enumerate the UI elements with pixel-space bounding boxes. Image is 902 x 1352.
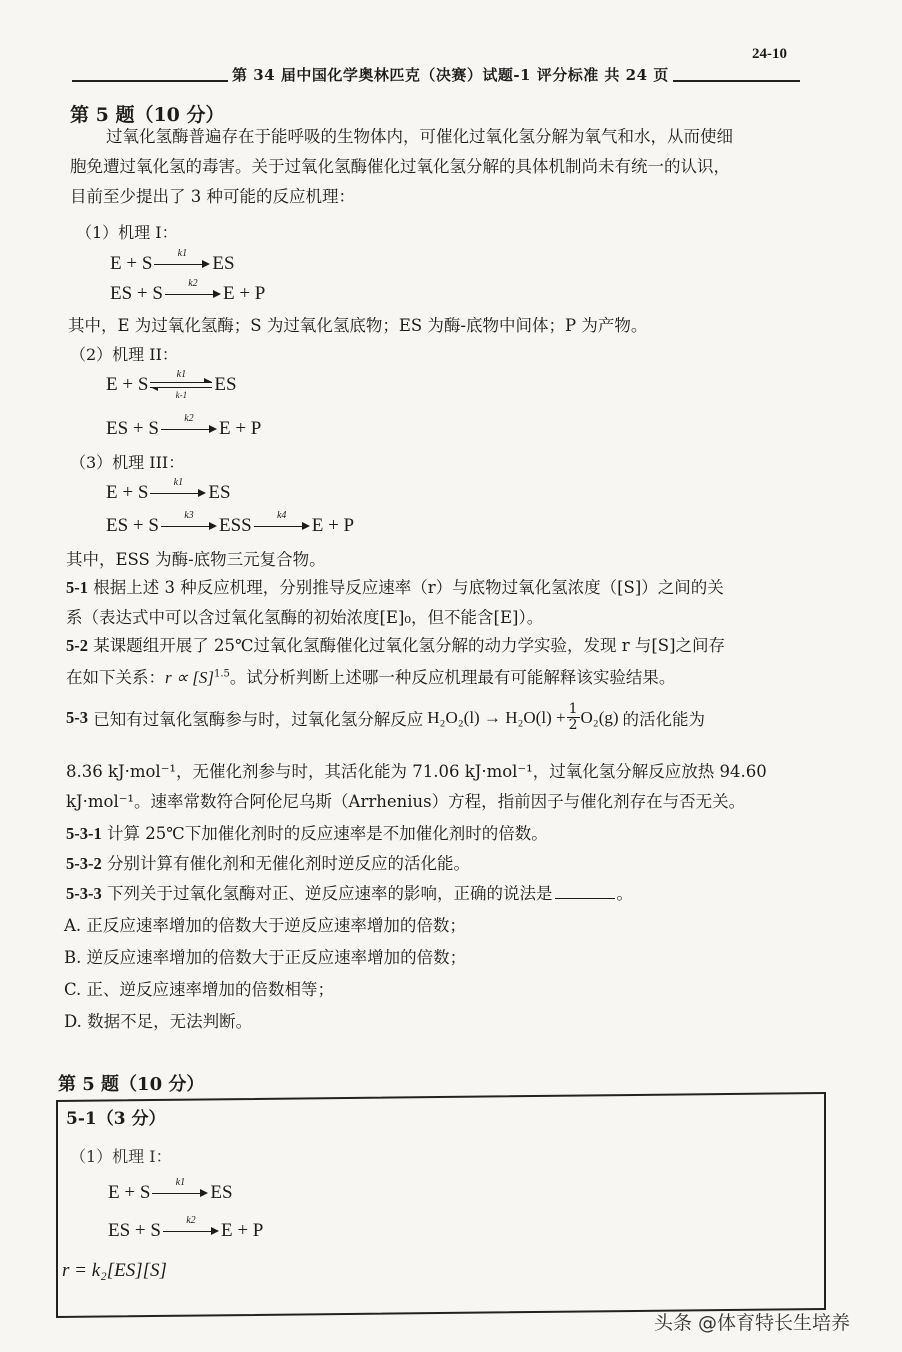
header-title: 第 34 届中国化学奥林匹克（决赛）试题-1 评分标准 共 24 页: [228, 64, 673, 85]
question-intro: [70, 122, 800, 212]
eq-left: ES + S: [106, 418, 159, 439]
reaction-arrow-icon: [165, 278, 221, 301]
forward-rate-constant: k1: [176, 369, 187, 380]
answer-section-label: 5-1（3 分）: [66, 1109, 166, 1129]
answer-mechanism-label: （1）机理 I：: [70, 1147, 172, 1166]
equilibrium-arrow-icon: [150, 369, 212, 400]
reverse-rate-constant: k-1: [175, 390, 188, 400]
subquestion-number: 5-1: [66, 578, 88, 597]
eq-right: ES: [210, 1182, 233, 1203]
text: 在如下关系：: [66, 668, 165, 687]
reaction-arrow-icon: [163, 1215, 219, 1238]
mechanism-1-note: 其中，E 为过氧化氢酶；S 为过氧化氢底物；ES 为酶-底物中间体；P 为产物。: [68, 316, 648, 335]
option-letter: D.: [64, 1012, 82, 1031]
fraction-half: [567, 702, 580, 733]
mechanism-3-label: （3）机理 III：: [70, 453, 185, 472]
rate-constant: k1: [177, 248, 188, 259]
subquestion-5-1: [66, 574, 724, 598]
mechanism-1-equation-1: [110, 248, 235, 275]
answer-box: [56, 1092, 826, 1318]
answer-equation-1: [108, 1177, 233, 1204]
eq-left: ES + S: [108, 1220, 161, 1241]
answer-equation-2: [108, 1215, 264, 1242]
subquestion-text: 分别计算有催化剂和无催化剂时逆反应的活化能。: [107, 854, 470, 873]
text: 。试分析判断上述哪一种反应机理最有可能解释该实验结果。: [229, 668, 676, 687]
subquestion-5-3-line3: kJ·mol⁻¹。速率常数符合阿伦尼乌斯（Arrhenius）方程，指前因子与催化剂存在与否无关。: [66, 792, 746, 811]
subquestion-number: 5-3: [66, 707, 88, 727]
eq-right: ES: [212, 253, 235, 274]
option-letter: A.: [64, 916, 82, 935]
reaction-arrow-icon: [150, 477, 206, 500]
mechanism-3-equation-2: [106, 510, 355, 537]
eq-left: E + S: [106, 374, 149, 395]
option-letter: C.: [64, 980, 82, 999]
answer-blank: [555, 897, 615, 899]
option-text: 正、逆反应速率增加的倍数相等；: [86, 980, 335, 999]
subquestion-text: 下列关于过氧化氢酶对正、逆反应速率的影响，正确的说法是: [107, 884, 553, 903]
rate-constant: k1: [175, 1177, 186, 1188]
rate-constant: k1: [173, 477, 184, 488]
watermark: 头条 @体育特长生培养: [654, 1312, 851, 1334]
subquestion-text: 某课题组开展了 25℃过氧化氢酶催化过氧化氢分解的动力学实验，发现 r 与[S]之间存: [93, 636, 726, 655]
answer-title: 第 5 题（10 分）: [58, 1074, 205, 1095]
eq-right: E + P: [220, 1220, 264, 1241]
page-number: 24-10: [752, 46, 787, 62]
eq-right: ES: [214, 374, 237, 395]
eq-right: ES: [208, 482, 231, 503]
subquestion-text: 根据上述 3 种反应机理，分别推导反应速率（r）与底物过氧化氢浓度（[S]）之间的关: [93, 578, 724, 597]
option-letter: B.: [64, 948, 82, 967]
rate-constant: k2: [186, 1215, 196, 1226]
option-d: [64, 1008, 252, 1032]
subquestion-text: 计算 25℃下加催化剂时的反应速率是不加催化剂时的倍数。: [107, 824, 548, 843]
rate-constant: k4: [276, 510, 287, 521]
eq-left: E + S: [106, 482, 149, 503]
eq-left: E + S: [108, 1182, 151, 1203]
subquestion-5-3-2: [66, 850, 470, 874]
subquestion-text: 已知有过氧化氢酶参与时，过氧化氢分解反应: [93, 709, 424, 729]
reaction-arrow-icon: [152, 1177, 208, 1200]
numerator: 1: [568, 701, 578, 717]
option-text: 正反应速率增加的倍数大于逆反应速率增加的倍数；: [86, 916, 466, 935]
intro-line: 目前至少提出了 3 种可能的反应机理：: [70, 187, 355, 206]
reaction-product: O₂(g): [580, 707, 619, 727]
mechanism-2-equation-1: [106, 369, 237, 400]
option-text: 逆反应速率增加的倍数大于正反应速率增加的倍数；: [86, 948, 467, 967]
mechanism-2-equation-2: [106, 413, 262, 440]
intro-line: 过氧化氢酶普遍存在于能呼吸的生物体内，可催化过氧化氢分解为氧气和水，从而使细: [106, 127, 733, 146]
subquestion-5-3-1: [66, 820, 548, 844]
eq-left: ES + S: [110, 283, 163, 304]
rate-relation: r ∝ [S]: [165, 668, 214, 687]
option-text: 数据不足，无法判断。: [87, 1012, 253, 1031]
option-a: [64, 912, 466, 936]
eq-left: E + S: [110, 253, 153, 274]
eq-right: E + P: [311, 515, 355, 536]
eq-right: E + P: [218, 418, 262, 439]
reaction-arrow-icon: [254, 510, 310, 533]
eq-intermediate: ESS: [218, 515, 252, 536]
subquestion-5-3: [66, 702, 705, 733]
mechanism-1-equation-2: [110, 278, 266, 305]
reaction-arrow-icon: [161, 413, 217, 436]
subquestion-number: 5-3-2: [66, 854, 102, 873]
subquestion-text: 的活化能为: [622, 709, 706, 729]
mechanism-3-equation-1: [106, 477, 231, 504]
eq-right: E + P: [222, 283, 266, 304]
mechanism-1-label: （1）机理 I：: [76, 223, 178, 242]
question-title: 第 5 题（10 分）: [70, 104, 225, 126]
denominator: 2: [568, 717, 578, 733]
mechanism-2-label: （2）机理 II：: [70, 345, 178, 364]
subquestion-number: 5-3-1: [66, 824, 102, 843]
subquestion-5-3-line2: 8.36 kJ·mol⁻¹，无催化剂参与时，其活化能为 71.06 kJ·mol⁻¹，过氧化氢分解反应放热 94.60: [66, 762, 767, 781]
option-c: [64, 976, 334, 1000]
intro-line: 胞免遭过氧化氢的毒害。关于过氧化氢酶催化过氧化氢分解的具体机制尚未有统一的认识，: [70, 157, 730, 176]
subquestion-5-1-cont: 系（表达式中可以含过氧化氢酶的初始浓度[E]₀，但不能含[E]）。: [66, 608, 544, 627]
rate-constant: k2: [188, 278, 198, 289]
exponent: 1.5: [214, 668, 230, 680]
subquestion-number: 5-2: [66, 636, 88, 655]
reaction-arrow-icon: [154, 248, 210, 271]
mechanism-3-note: 其中，ESS 为酶-底物三元复合物。: [66, 550, 326, 569]
option-b: [64, 944, 466, 968]
answer-rate-law: r = k₂[ES][S]: [62, 1260, 167, 1281]
subquestion-5-3-3: [66, 880, 633, 904]
reaction-arrow-icon: [161, 510, 217, 533]
rate-constant: k2: [184, 413, 194, 424]
subquestion-number: 5-3-3: [66, 884, 102, 903]
subquestion-5-2-cont: [66, 664, 675, 688]
text: 。: [616, 884, 633, 903]
rate-constant: k3: [184, 510, 194, 521]
eq-left: ES + S: [106, 515, 159, 536]
subquestion-5-2: [66, 632, 725, 656]
reaction-equation: H₂O₂(l) → H₂O(l) +: [427, 707, 566, 727]
